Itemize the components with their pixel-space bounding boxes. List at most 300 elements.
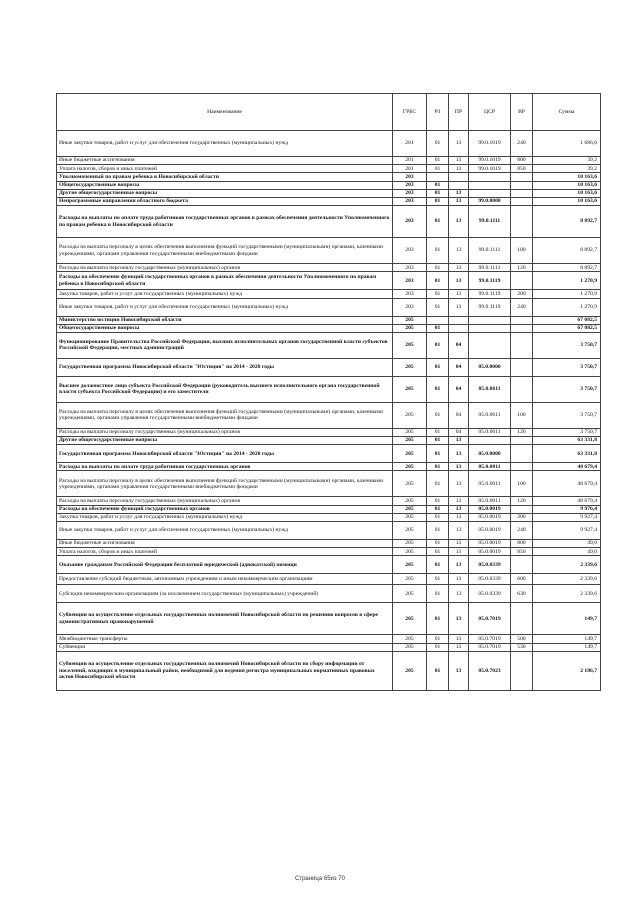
cell-vr	[511, 376, 533, 402]
cell-sum: 1 270,9	[533, 272, 601, 290]
header-sum: Сумма	[533, 94, 601, 131]
cell-vr	[511, 316, 533, 324]
cell-sum: 3 750,7	[533, 332, 601, 358]
cell-grbs: 205	[393, 497, 427, 505]
table-header-row	[57, 94, 601, 131]
cell-vr: 850	[511, 165, 533, 173]
cell-rz: 01	[427, 437, 449, 445]
cell-rz: 01	[427, 497, 449, 505]
cell-pr: 13	[449, 437, 469, 445]
cell-pr: 13	[449, 197, 469, 205]
cell-grbs: 205	[393, 324, 427, 332]
cell-grbs: 205	[393, 445, 427, 463]
cell-csr: 05.0.7019	[469, 643, 511, 651]
table-row	[57, 471, 601, 497]
cell-grbs: 205	[393, 522, 427, 540]
cell-rz: 01	[427, 635, 449, 643]
cell-rz	[427, 173, 449, 181]
cell-csr: 05.0.0611	[469, 402, 511, 428]
header-grbs: ГРБС	[393, 94, 427, 131]
header-csr: ЦСР	[469, 94, 511, 131]
cell-pr	[449, 316, 469, 324]
table-row	[57, 238, 601, 264]
cell-grbs: 203	[393, 272, 427, 290]
table-row	[57, 556, 601, 574]
cell-sum: 10 163,6	[533, 189, 601, 197]
cell-csr: 99.0.1111	[469, 264, 511, 272]
cell-csr: 05.0.0019	[469, 540, 511, 548]
cell-grbs: 205	[393, 651, 427, 690]
cell-sum: 39,2	[533, 157, 601, 165]
cell-vr	[511, 445, 533, 463]
cell-grbs: 205	[393, 513, 427, 521]
table-row	[57, 497, 601, 505]
cell-csr: 05.0.0011	[469, 471, 511, 497]
cell-rz: 01	[427, 585, 449, 603]
cell-rz: 01	[427, 402, 449, 428]
cell-vr: 600	[511, 574, 533, 585]
cell-sum: 149,7	[533, 603, 601, 635]
cell-vr: 240	[511, 131, 533, 157]
cell-csr: 05.0.7023	[469, 651, 511, 690]
cell-sum: 67 082,5	[533, 324, 601, 332]
cell-vr: 100	[511, 402, 533, 428]
cell-sum: 3 750,7	[533, 402, 601, 428]
cell-rz: 01	[427, 548, 449, 556]
cell-grbs: 205	[393, 603, 427, 635]
cell-vr	[511, 173, 533, 181]
cell-sum: 10 163,6	[533, 173, 601, 181]
cell-vr	[511, 181, 533, 189]
cell-rz: 01	[427, 471, 449, 497]
cell-vr	[511, 206, 533, 238]
cell-rz: 01	[427, 332, 449, 358]
budget-table-sheet	[56, 93, 600, 691]
cell-pr	[449, 173, 469, 181]
cell-name: Иные закупки товаров, работ и услуг для обеспечения государственных (муниципальных) нужд	[57, 131, 393, 157]
cell-grbs: 205	[393, 332, 427, 358]
cell-pr: 13	[449, 513, 469, 521]
cell-sum: 3 750,7	[533, 358, 601, 376]
table-row	[57, 402, 601, 428]
cell-name: Иные бюджетные ассигнования	[57, 157, 393, 165]
cell-rz: 01	[427, 206, 449, 238]
cell-name: Оказание гражданам Российской Федерации бесплатной юридической (адвокатской) помощи	[57, 556, 393, 574]
cell-csr: 05.0.0339	[469, 585, 511, 603]
cell-rz: 01	[427, 540, 449, 548]
cell-name: Расходы на выплаты персоналу государственных (муниципальных) органов	[57, 428, 393, 436]
cell-sum: 1 686,6	[533, 131, 601, 157]
cell-grbs: 205	[393, 643, 427, 651]
cell-vr	[511, 603, 533, 635]
cell-csr: 05.0.0611	[469, 428, 511, 436]
cell-name: Иные закупки товаров, работ и услуг для обеспечения государственных (муниципальных) нужд	[57, 522, 393, 540]
cell-name: Предоставление субсидий бюджетным, автономным учреждениям и иным некоммерческим организациям	[57, 574, 393, 585]
cell-vr	[511, 324, 533, 332]
cell-grbs: 203	[393, 173, 427, 181]
cell-rz	[427, 316, 449, 324]
cell-vr: 100	[511, 238, 533, 264]
cell-pr: 13	[449, 165, 469, 173]
table-row	[57, 548, 601, 556]
cell-rz: 01	[427, 157, 449, 165]
cell-sum: 2 339,6	[533, 574, 601, 585]
cell-csr: 99.0.1119	[469, 290, 511, 298]
cell-pr: 04	[449, 402, 469, 428]
cell-vr: 530	[511, 643, 533, 651]
table-row	[57, 173, 601, 181]
table-row	[57, 298, 601, 316]
cell-pr: 13	[449, 238, 469, 264]
cell-csr	[469, 189, 511, 197]
cell-rz: 01	[427, 189, 449, 197]
table-row	[57, 603, 601, 635]
cell-pr: 13	[449, 189, 469, 197]
cell-csr: 99.0.1019	[469, 157, 511, 165]
cell-vr: 630	[511, 585, 533, 603]
cell-name: Министерство юстиции Новосибирской области	[57, 316, 393, 324]
cell-name: Закупка товаров, работ и услуг для государственных (муниципальных) нужд	[57, 513, 393, 521]
cell-vr: 120	[511, 428, 533, 436]
cell-rz: 01	[427, 298, 449, 316]
cell-name: Общегосударственные вопросы	[57, 324, 393, 332]
table-row	[57, 513, 601, 521]
cell-sum: 67 082,5	[533, 316, 601, 324]
cell-name: Уполномоченный по правам ребенка в Новосибирской области	[57, 173, 393, 181]
cell-sum: 2 186,7	[533, 651, 601, 690]
cell-csr: 99.0.0000	[469, 197, 511, 205]
cell-grbs: 205	[393, 471, 427, 497]
table-row	[57, 428, 601, 436]
table-row	[57, 264, 601, 272]
cell-name: Другие общегосударственные вопросы	[57, 189, 393, 197]
cell-rz: 01	[427, 651, 449, 690]
cell-rz: 01	[427, 376, 449, 402]
cell-grbs: 203	[393, 197, 427, 205]
cell-pr: 13	[449, 548, 469, 556]
cell-name: Расходы на выплаты по оплате труда работников государственных органов в рамках обеспечения деятельности Уполномоченного по правам ребенка в Новосибирской области	[57, 206, 393, 238]
cell-sum: 63 331,8	[533, 445, 601, 463]
cell-vr: 800	[511, 540, 533, 548]
cell-vr	[511, 437, 533, 445]
cell-csr: 05.0.0011	[469, 463, 511, 471]
cell-vr	[511, 197, 533, 205]
cell-name: Общегосударственные вопросы	[57, 181, 393, 189]
cell-sum: 8 892,7	[533, 238, 601, 264]
cell-rz: 01	[427, 197, 449, 205]
cell-grbs: 203	[393, 181, 427, 189]
header-vr: ВР	[511, 94, 533, 131]
table-row	[57, 332, 601, 358]
cell-csr	[469, 324, 511, 332]
cell-name: Государственная программа Новосибирской области "Юстиция" на 2014 - 2020 годы	[57, 358, 393, 376]
cell-grbs: 205	[393, 437, 427, 445]
cell-pr: 13	[449, 585, 469, 603]
cell-rz: 01	[427, 603, 449, 635]
cell-rz: 01	[427, 428, 449, 436]
cell-name: Расходы на выплаты персоналу в целях обеспечения выполнения функций государственными (муниципальными) органами, казенными учреждениями, органами управления государственными внебюджетными фондами	[57, 471, 393, 497]
cell-csr: 05.0.0000	[469, 445, 511, 463]
cell-sum: 48 679,4	[533, 471, 601, 497]
cell-csr: 05.0.0019	[469, 522, 511, 540]
cell-name: Закупка товаров, работ и услуг для государственных (муниципальных) нужд	[57, 290, 393, 298]
table-row	[57, 189, 601, 197]
cell-pr: 13	[449, 651, 469, 690]
cell-vr	[511, 651, 533, 690]
table-row	[57, 316, 601, 324]
cell-pr: 13	[449, 540, 469, 548]
cell-pr: 13	[449, 157, 469, 165]
cell-sum: 48 679,4	[533, 463, 601, 471]
cell-grbs: 203	[393, 298, 427, 316]
cell-sum: 1 270,9	[533, 290, 601, 298]
cell-pr	[449, 324, 469, 332]
cell-sum: 49,0	[533, 540, 601, 548]
cell-grbs: 203	[393, 206, 427, 238]
cell-name: Субвенции	[57, 643, 393, 651]
table-row	[57, 290, 601, 298]
cell-sum: 149,7	[533, 643, 601, 651]
cell-grbs: 203	[393, 264, 427, 272]
cell-grbs: 205	[393, 463, 427, 471]
cell-pr: 13	[449, 290, 469, 298]
cell-pr: 04	[449, 376, 469, 402]
cell-vr	[511, 272, 533, 290]
table-row	[57, 635, 601, 643]
cell-grbs: 205	[393, 316, 427, 324]
cell-pr: 13	[449, 574, 469, 585]
cell-csr	[469, 173, 511, 181]
cell-name: Расходы на обеспечение функций государственных органов	[57, 505, 393, 513]
cell-sum: 39,2	[533, 165, 601, 173]
cell-rz: 01	[427, 513, 449, 521]
cell-pr: 04	[449, 332, 469, 358]
table-row	[57, 651, 601, 690]
cell-pr: 13	[449, 471, 469, 497]
cell-vr: 120	[511, 264, 533, 272]
cell-csr: 05.0.0011	[469, 497, 511, 505]
cell-csr	[469, 181, 511, 189]
cell-sum: 2 339,6	[533, 556, 601, 574]
cell-rz: 01	[427, 574, 449, 585]
table-row	[57, 585, 601, 603]
header-rz: РЗ	[427, 94, 449, 131]
cell-name: Уплата налогов, сборов и иных платежей	[57, 548, 393, 556]
cell-rz: 01	[427, 131, 449, 157]
cell-name: Государственная программа Новосибирской области "Юстиция" на 2014 - 2020 годы	[57, 445, 393, 463]
cell-rz: 01	[427, 238, 449, 264]
cell-name: Расходы на обеспечение функций государственных органов в рамках обеспечения деятельности Уполномоченного по правам ребенка в Новосибирской области	[57, 272, 393, 290]
cell-sum: 9 976,4	[533, 505, 601, 513]
cell-vr: 240	[511, 522, 533, 540]
cell-name: Расходы на выплаты по оплате труда работников государственных органов	[57, 463, 393, 471]
cell-grbs: 205	[393, 376, 427, 402]
cell-rz: 01	[427, 272, 449, 290]
table-row	[57, 165, 601, 173]
cell-rz: 01	[427, 264, 449, 272]
cell-sum: 10 163,6	[533, 197, 601, 205]
cell-grbs: 205	[393, 635, 427, 643]
cell-vr	[511, 189, 533, 197]
cell-csr	[469, 316, 511, 324]
table-row	[57, 445, 601, 463]
cell-grbs: 205	[393, 540, 427, 548]
cell-csr: 05.0.0019	[469, 505, 511, 513]
cell-vr	[511, 505, 533, 513]
cell-pr: 04	[449, 428, 469, 436]
cell-csr: 05.0.0611	[469, 376, 511, 402]
cell-name: Расходы на выплаты персоналу государственных (муниципальных) органов	[57, 497, 393, 505]
table-row	[57, 522, 601, 540]
cell-grbs: 205	[393, 574, 427, 585]
cell-vr	[511, 332, 533, 358]
cell-pr: 04	[449, 358, 469, 376]
table-row	[57, 197, 601, 205]
table-row	[57, 272, 601, 290]
cell-grbs: 205	[393, 548, 427, 556]
cell-grbs: 201	[393, 131, 427, 157]
table-row	[57, 358, 601, 376]
cell-rz: 01	[427, 181, 449, 189]
cell-csr: 99.0.1111	[469, 206, 511, 238]
cell-name: Другие общегосударственные вопросы	[57, 437, 393, 445]
table-row	[57, 437, 601, 445]
cell-pr: 13	[449, 643, 469, 651]
cell-sum: 3 750,7	[533, 376, 601, 402]
cell-rz: 01	[427, 290, 449, 298]
cell-name: Расходы на выплаты персоналу государственных (муниципальных) органов	[57, 264, 393, 272]
cell-vr: 200	[511, 513, 533, 521]
cell-rz: 01	[427, 556, 449, 574]
table-row	[57, 540, 601, 548]
cell-name: Расходы на выплаты персоналу в целях обеспечения выполнения функций государственными (муниципальными) органами, казенными учреждениями, органами управления государственными внебюджетными фондами	[57, 402, 393, 428]
cell-sum: 1 270,9	[533, 298, 601, 316]
cell-name: Высшее должностное лицо субъекта Российской Федерации (руководитель высшего исполнительного органа государственной власти субъекта Российской Федерации) и его заместители	[57, 376, 393, 402]
cell-grbs: 201	[393, 165, 427, 173]
cell-grbs: 205	[393, 358, 427, 376]
cell-vr: 800	[511, 157, 533, 165]
cell-sum: 49,0	[533, 548, 601, 556]
cell-rz: 01	[427, 324, 449, 332]
cell-pr: 13	[449, 463, 469, 471]
cell-sum: 2 339,6	[533, 585, 601, 603]
cell-name: Иные бюджетные ассигнования	[57, 540, 393, 548]
cell-pr: 13	[449, 635, 469, 643]
table-body	[57, 131, 601, 691]
cell-grbs: 203	[393, 238, 427, 264]
cell-sum: 8 892,7	[533, 264, 601, 272]
table-row	[57, 131, 601, 157]
cell-sum: 9 927,4	[533, 513, 601, 521]
cell-csr: 05.0.7019	[469, 635, 511, 643]
cell-csr: 99.0.1119	[469, 298, 511, 316]
cell-vr	[511, 463, 533, 471]
cell-name: Субвенции на осуществление отдельных государственных полномочий Новосибирской области по сбору информации от поселений, входящих в муниципальный район, необходимой для ведения регистра муниципальных нормативных правовых актов Новосибирской области	[57, 651, 393, 690]
cell-name: Субвенции на осуществление отдельных государственных полномочий Новосибирской области по решению вопросов в сфере административных правонарушений	[57, 603, 393, 635]
cell-rz: 01	[427, 358, 449, 376]
cell-csr: 05.0.0339	[469, 556, 511, 574]
page-number: Страница 65из 70	[295, 876, 345, 882]
cell-sum: 63 331,8	[533, 437, 601, 445]
cell-name: Расходы на выплаты персоналу в целях обеспечения выполнения функций государственными (муниципальными) органами, казенными учреждениями, органами управления государственными внебюджетными фондами	[57, 238, 393, 264]
cell-csr: 99.0.1119	[469, 272, 511, 290]
header-pr: ПР	[449, 94, 469, 131]
cell-pr: 13	[449, 131, 469, 157]
cell-csr: 05.0.7019	[469, 603, 511, 635]
cell-vr: 200	[511, 290, 533, 298]
cell-csr: 05.0.0000	[469, 358, 511, 376]
cell-name: Непрограммные направления областного бюджета	[57, 197, 393, 205]
cell-csr: 05.0.0019	[469, 513, 511, 521]
cell-csr: 05.0.0339	[469, 574, 511, 585]
cell-vr: 500	[511, 635, 533, 643]
cell-sum: 48 679,4	[533, 497, 601, 505]
cell-vr: 100	[511, 471, 533, 497]
cell-vr	[511, 556, 533, 574]
cell-grbs: 205	[393, 505, 427, 513]
cell-rz: 01	[427, 505, 449, 513]
cell-sum: 149,7	[533, 635, 601, 643]
cell-name: Функционирование Правительства Российской Федерации, высших исполнительных органов государственной власти субъектов Российской Федерации, местных администраций	[57, 332, 393, 358]
table-row	[57, 643, 601, 651]
budget-table	[56, 93, 601, 691]
cell-rz: 01	[427, 522, 449, 540]
cell-pr: 13	[449, 522, 469, 540]
cell-vr: 120	[511, 497, 533, 505]
cell-pr: 13	[449, 298, 469, 316]
table-row	[57, 181, 601, 189]
cell-pr: 13	[449, 445, 469, 463]
cell-csr	[469, 437, 511, 445]
cell-name: Иные закупки товаров, работ и услуг для обеспечения государственных (муниципальных) нужд	[57, 298, 393, 316]
cell-grbs: 203	[393, 290, 427, 298]
cell-sum: 10 163,6	[533, 181, 601, 189]
cell-sum: 3 750,7	[533, 428, 601, 436]
cell-vr: 850	[511, 548, 533, 556]
cell-pr: 13	[449, 556, 469, 574]
cell-csr	[469, 332, 511, 358]
cell-sum: 9 927,4	[533, 522, 601, 540]
cell-vr: 240	[511, 298, 533, 316]
cell-grbs: 205	[393, 556, 427, 574]
cell-pr: 13	[449, 505, 469, 513]
cell-rz: 01	[427, 463, 449, 471]
table-row	[57, 324, 601, 332]
cell-name: Уплата налогов, сборов и иных платежей	[57, 165, 393, 173]
cell-pr: 13	[449, 603, 469, 635]
cell-pr	[449, 181, 469, 189]
cell-grbs: 205	[393, 402, 427, 428]
table-row	[57, 505, 601, 513]
cell-csr: 99.0.1019	[469, 165, 511, 173]
cell-name: Межбюджетные трансферты	[57, 635, 393, 643]
cell-pr: 13	[449, 264, 469, 272]
cell-sum: 8 892,7	[533, 206, 601, 238]
cell-vr	[511, 358, 533, 376]
cell-csr: 99.0.1019	[469, 131, 511, 157]
cell-grbs: 205	[393, 585, 427, 603]
cell-pr: 13	[449, 497, 469, 505]
cell-pr: 13	[449, 272, 469, 290]
cell-rz: 01	[427, 165, 449, 173]
cell-grbs: 203	[393, 189, 427, 197]
table-row	[57, 157, 601, 165]
cell-rz: 01	[427, 445, 449, 463]
cell-name: Субсидии некоммерческим организациям (за исключением государственных (муниципальных) учреждений)	[57, 585, 393, 603]
cell-grbs: 201	[393, 157, 427, 165]
cell-grbs: 205	[393, 428, 427, 436]
cell-csr: 05.0.0019	[469, 548, 511, 556]
